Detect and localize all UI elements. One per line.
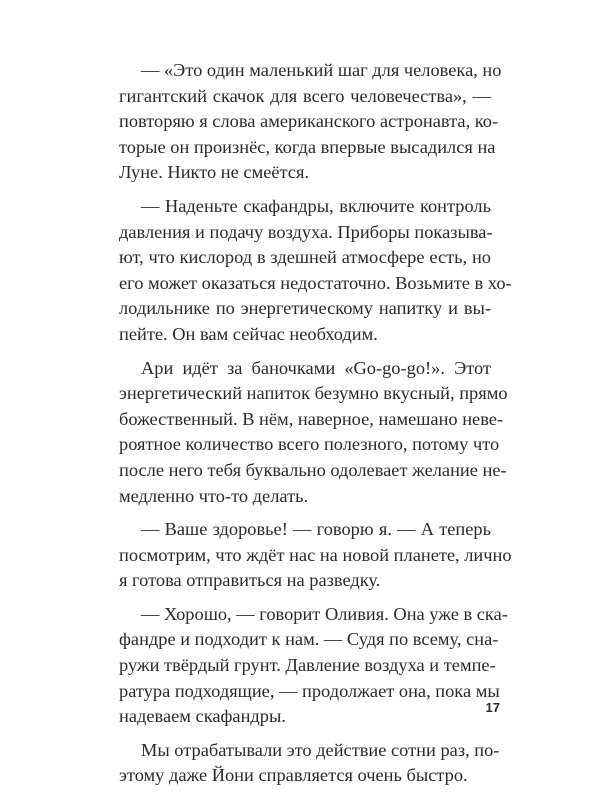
text-line: божественный. В нём, наверное, намешано неве-: [119, 408, 504, 429]
text-line: Ари идёт за баночками «Go-go-go!». Этот: [141, 357, 491, 378]
text-line: этому даже Йони справляется очень быстро.: [119, 765, 468, 786]
paragraph: [119, 58, 502, 186]
text-line: лодильнике по энергетическому напитку и вы-: [119, 298, 491, 319]
text-line: — «Это один маленький шаг для человека, но: [141, 60, 502, 80]
text-line: после него тебя буквально одолевает желание не-: [119, 459, 507, 480]
paragraph: [119, 738, 500, 789]
text-line: ют, что кислород в здешней атмосфере есть, но: [119, 247, 491, 268]
text-line: гигантский скачок для всего человечества», —: [119, 85, 491, 106]
text-line: Мы отрабатывали это действие сотни раз, по-: [141, 739, 500, 760]
text-line: роятное количество всего полезного, потому что: [119, 434, 500, 455]
text-line: Луне. Никто не смеётся.: [119, 162, 310, 183]
text-line: давления и подачу воздуха. Приборы показыва-: [119, 221, 493, 242]
text-line: посмотрим, что ждёт нас на новой планете, лично: [119, 544, 512, 565]
text-line: ратура подходящие, — продолжает она, пока мы: [119, 680, 500, 701]
text-line: медленно что-то делать.: [119, 485, 309, 506]
text-line: — Наденьте скафандры, включите контроль: [141, 195, 491, 216]
paragraph: [119, 356, 508, 510]
text-line: его может оказаться недостаточно. Возьмите в хо-: [119, 272, 512, 293]
text-line: повторяю я слова американского астронавта, ко-: [119, 111, 499, 132]
text-line: я готова отправиться на разведку.: [119, 570, 381, 591]
text-line: торые он произнёс, когда впервые высадился на: [119, 136, 496, 157]
text-line: — Хорошо, — говорит Оливия. Она уже в ска-: [141, 603, 508, 624]
text-line: пейте. Он вам сейчас необходим.: [119, 323, 378, 344]
text-line: ружи твёрдый грунт. Давление воздуха и темпе-: [119, 655, 496, 676]
text-line: фандре и подходит к нам. — Судя по всему, сна-: [119, 629, 499, 650]
text-line: энергетический напиток безумно вкусный, прямо: [119, 383, 508, 404]
page-number: 17: [485, 700, 500, 715]
paragraph: [119, 194, 512, 348]
paragraph: [119, 517, 512, 594]
text-line: надеваем скафандры.: [119, 706, 286, 727]
text-line: — Ваше здоровье! — говорю я. — А теперь: [141, 519, 491, 540]
